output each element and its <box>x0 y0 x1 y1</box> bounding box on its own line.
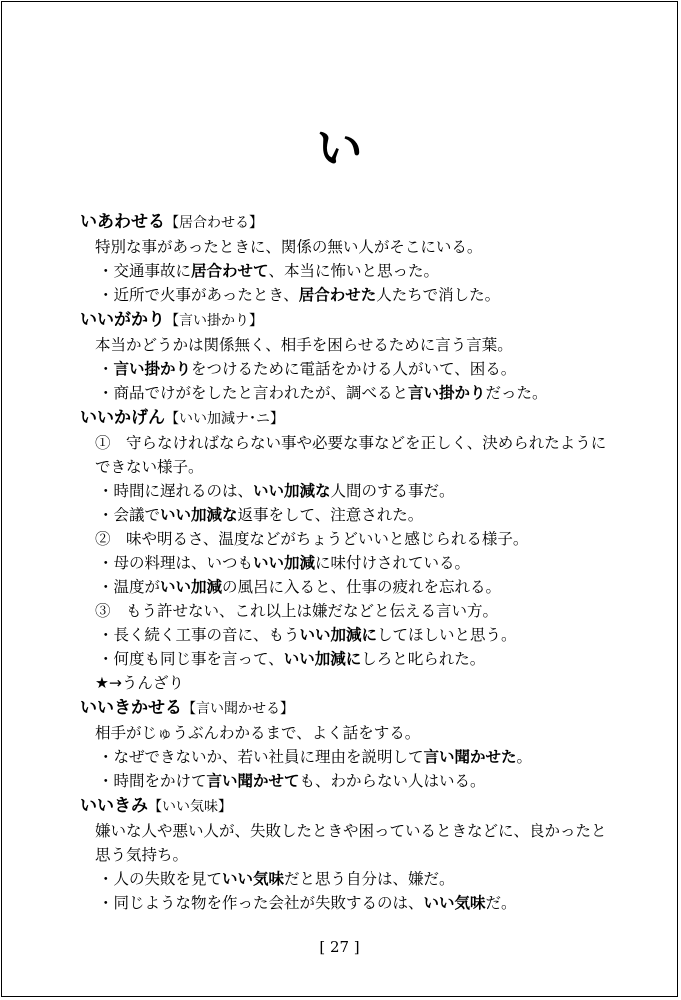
sense-definition: ③ もう許せない、これ以上は嫌だなどと伝える言い方。 <box>95 602 499 620</box>
entry <box>80 307 620 405</box>
example-sentence: ・時間をかけて言い聞かせても、わからない人はいる。 <box>98 772 486 790</box>
kanji-form: 【言い聞かせる】 <box>182 701 294 717</box>
example-sentence: ・商品でけがをしたと言われたが、調べると言い掛かりだった。 <box>98 384 548 402</box>
sense-definition: ① 守らなければならない事や必要な事などを正しく、決められたようにできない様子。 <box>95 434 607 476</box>
meaning: 特別な事があったときに、関係の無い人がそこにいる。 <box>95 238 483 256</box>
dictionary-page <box>1 1 678 997</box>
headword: いいきみ <box>80 796 148 816</box>
example-sentence: ・長く続く工事の音に、もういい加減にしてほしいと思う。 <box>98 626 517 644</box>
kanji-form: 【居合わせる】 <box>165 215 263 231</box>
example-sentence: ・人の失敗を見ていい気味だと思う自分は、嫌だ。 <box>98 870 455 888</box>
headword: いいきかせる <box>80 698 182 718</box>
example-sentence: ・近所で火事があったとき、居合わせた人たちで消した。 <box>98 286 501 304</box>
entry <box>80 405 620 695</box>
example-sentence: ・交通事故に居合わせて、本当に怖いと思った。 <box>98 262 440 280</box>
headword: いいかげん <box>80 408 165 428</box>
sense-definition: ② 味や明るさ、温度などがちょうどいいと感じられる様子。 <box>95 530 529 548</box>
entry-heading <box>80 793 620 819</box>
example-sentence: ・時間に遅れるのは、いい加減な人間のする事だ。 <box>98 482 455 500</box>
example-sentence: ・言い掛かりをつけるために電話をかける人がいて、困る。 <box>98 360 517 378</box>
entries-list <box>80 209 620 915</box>
kanji-form: 【言い掛かり】 <box>165 313 263 329</box>
example-sentence: ・同じような物を作った会社が失敗するのは、いい気味だ。 <box>98 894 517 912</box>
entry-heading <box>80 307 620 333</box>
cross-reference: ★→うんざり <box>95 674 184 692</box>
meaning: 相手がじゅうぶんわかるまで、よく話をする。 <box>95 724 421 742</box>
example-sentence: ・会議でいい加減な返事をして、注意された。 <box>98 506 424 524</box>
meaning: 嫌いな人や悪い人が、失敗したときや困っているときなどに、良かったと思う気持ち。 <box>95 822 607 864</box>
example-sentence: ・母の料理は、いつもいい加減に味付けされている。 <box>98 554 471 572</box>
headword: いいがかり <box>80 310 165 330</box>
entry <box>80 695 620 793</box>
example-sentence: ・何度も同じ事を言って、いい加減にしろと叱られた。 <box>98 650 486 668</box>
example-sentence: ・なぜできないか、若い社員に理由を説明して言い聞かせた。 <box>98 748 533 766</box>
example-sentence: ・温度がいい加減の風呂に入ると、仕事の疲れを忘れる。 <box>98 578 502 596</box>
entry <box>80 793 620 915</box>
kanji-form: 【いい気味】 <box>148 799 232 815</box>
headword: いあわせる <box>80 212 165 232</box>
meaning: 本当かどうかは関係無く、相手を困らせるために言う言葉。 <box>95 336 513 354</box>
entry-heading <box>80 405 620 431</box>
entry-heading <box>80 209 620 235</box>
kanji-form: 【いい加減ナ･ニ】 <box>165 411 284 427</box>
page-number: [ 27 ] <box>319 938 360 956</box>
section-title: い <box>316 121 363 175</box>
entry <box>80 209 620 307</box>
entry-heading <box>80 695 620 721</box>
